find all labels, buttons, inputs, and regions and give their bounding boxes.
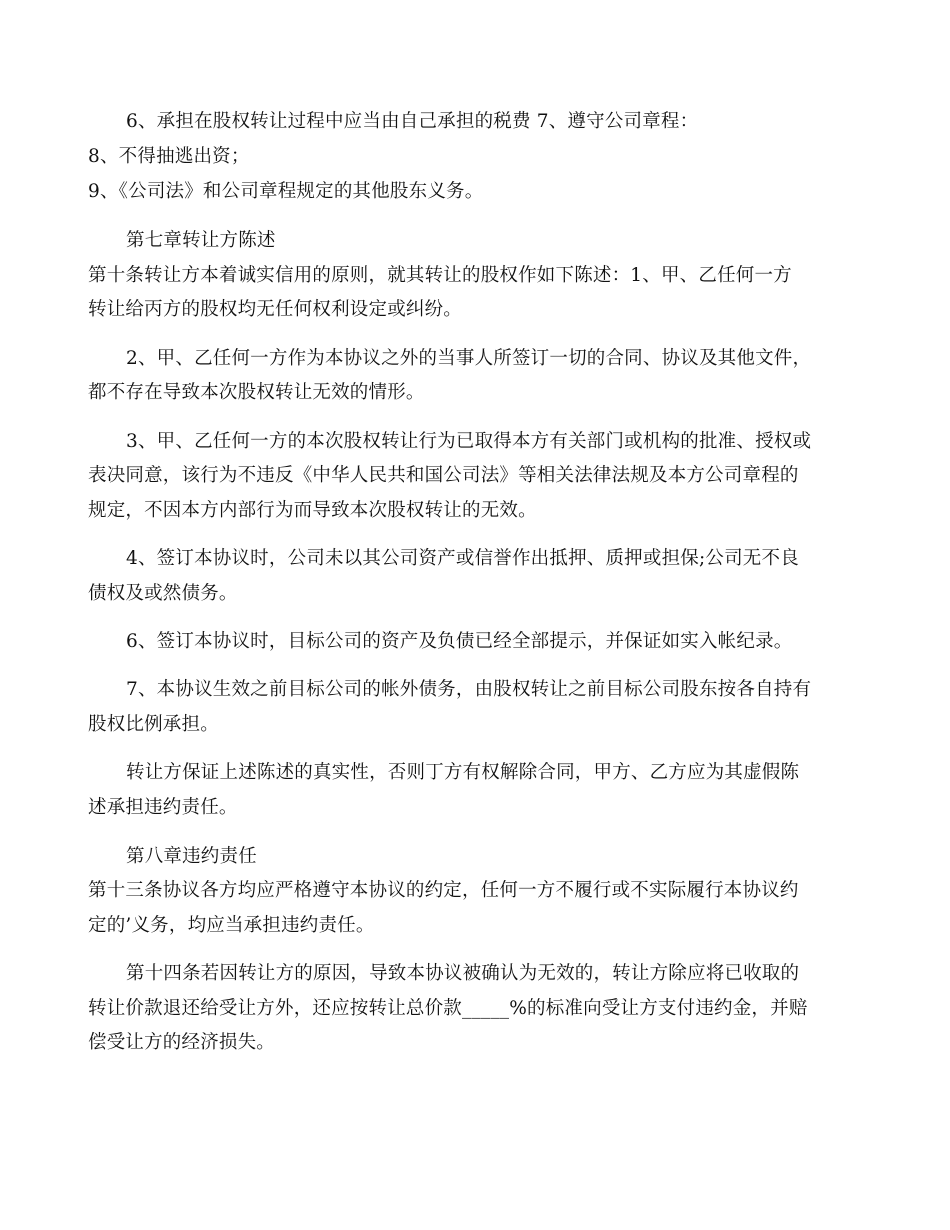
text-line: 转让给丙方的股权均无任何权利设定或纠纷。 <box>88 299 463 320</box>
text-line: 9、《公司法》和公司章程规定的其他股东义务。 <box>88 181 484 202</box>
text-line: 2、甲、乙任何一方作为本协议之外的当事人所签订一切的合同、协议及其他文件， <box>126 348 812 369</box>
text-line: 6、签订本协议时，目标公司的资产及负债已经全部提示，并保证如实入帐纪录。 <box>126 631 793 652</box>
text-line: 规定，不因本方内部行为而导致本次股权转让的无效。 <box>88 500 537 521</box>
chapter-heading: 第七章转让方陈述 <box>126 230 276 251</box>
text-line: 第十条转让方本着诚实信用的原则，就其转让的股权作如下陈述：1、甲、乙任何一方 <box>88 265 792 286</box>
text-line: 都不存在导致本次股权转让无效的情形。 <box>88 382 425 403</box>
text-line: 述承担违约责任。 <box>88 797 238 818</box>
text-line: 表决同意，该行为不违反《中华人民共和国公司法》等相关法律法规及本方公司章程的 <box>88 465 799 486</box>
text-line: 4、签订本协议时，公司未以其公司资产或信誉作出抵押、质押或担保;公司无不良 <box>126 548 799 569</box>
text-line: 偿受让方的经济损失。 <box>88 1032 276 1053</box>
chapter-heading: 第八章违约责任 <box>126 846 257 867</box>
text-line: 转让价款退还给受让方外，还应按转让总价款_____%的标准向受让方支付违约金，并赔 <box>88 998 808 1019</box>
text-line: 第十三条协议各方均应严格遵守本协议的约定，任何一方不履行或不实际履行本协议约 <box>88 880 799 901</box>
text-line: 股权比例承担。 <box>88 714 219 735</box>
text-line: 转让方保证上述陈述的真实性，否则丁方有权解除合同，甲方、乙方应为其虚假陈 <box>126 762 800 783</box>
text-line: 债权及或然债务。 <box>88 583 238 604</box>
text-line: 定的’义务，均应当承担违约责任。 <box>88 915 375 936</box>
text-line: 7、本协议生效之前目标公司的帐外债务，由股权转让之前目标公司股东按各自持有 <box>126 679 812 700</box>
text-line: 3、甲、乙任何一方的本次股权转让行为已取得本方有关部门或机构的批准、授权或 <box>126 431 812 452</box>
text-line: 第十四条若因转让方的原因，导致本协议被确认为无效的，转让方除应将已收取的 <box>126 963 800 984</box>
text-line: 6、承担在股权转让过程中应当由自己承担的税费 7、遵守公司章程： <box>126 111 699 132</box>
text-line: 8、不得抽逃出资； <box>88 146 250 167</box>
